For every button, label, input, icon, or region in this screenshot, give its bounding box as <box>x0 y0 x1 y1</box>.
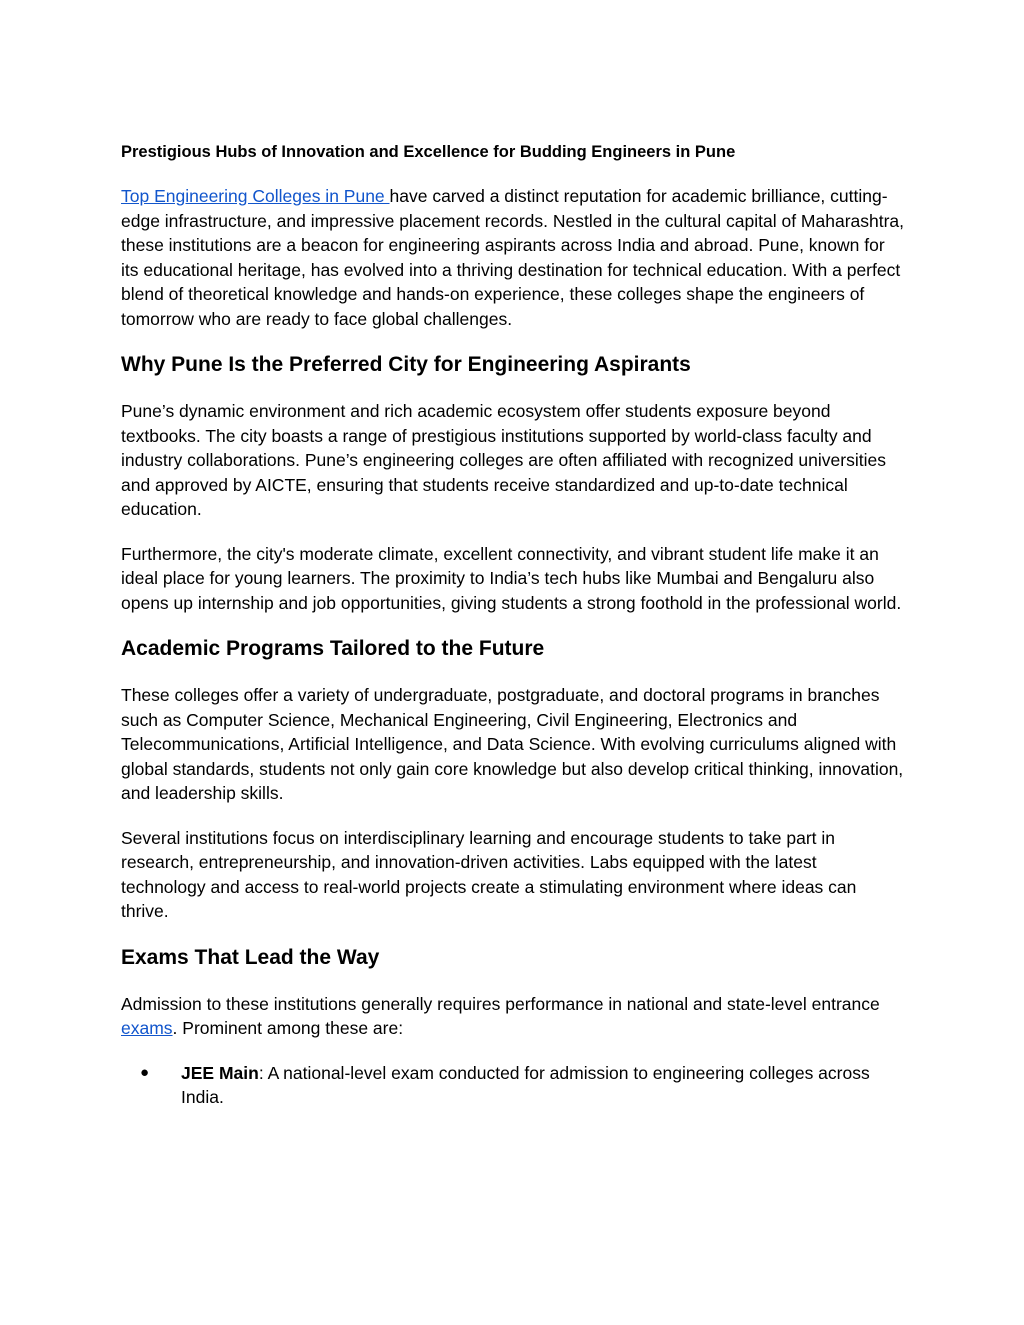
section-heading-exams: Exams That Lead the Way <box>121 945 380 969</box>
top-colleges-link[interactable]: Top Engineering Colleges in Pune <box>121 186 390 206</box>
section-heading-academic-programs: Academic Programs Tailored to the Future <box>121 637 545 660</box>
academic-programs-paragraph-2: Several institutions focus on interdisciplinary learning and encourage students to take part in research, entrepreneurship, and innovation-driven activities. Labs equipped with the latest technology and access to real-world projects create a stimulating environment where ideas can thrive. <box>121 827 857 921</box>
academic-programs-paragraph-1: These colleges offer a variety of undergraduate, postgraduate, and doctoral programs in branches such as Computer Science, Mechanical Engineering, Civil Engineering, Electronics and Telecommunications, Artificial Intelligence, and Data Science. With evolving curriculums aligned with global standards, students not only gain core knowledge but also develop critical thinking, innovation, and leadership skills. <box>121 685 904 803</box>
why-pune-paragraph-1: Pune’s dynamic environment and rich academic ecosystem offer students exposure beyond textbooks. The city boasts a range of prestigious institutions supported by world-class faculty and industry collaborations. Pune’s engineering colleges are often affiliated with recognized universities and approved by AICTE, ensuring that students receive standardized and up-to-date technical education. <box>121 401 886 519</box>
why-pune-paragraph-2: Furthermore, the city's moderate climate, excellent connectivity, and vibrant student life make it an ideal place for young learners. The proximity to India’s tech hubs like Mumbai and Bengaluru also opens up internship and job opportunities, giving students a strong foothold in the professional world. <box>121 543 902 613</box>
page-title: Prestigious Hubs of Innovation and Excellence for Budding Engineers in Pune <box>121 143 736 161</box>
exams-paragraph <box>121 992 906 1041</box>
intro-paragraph <box>121 184 906 331</box>
list-item <box>121 1061 906 1110</box>
document-page <box>121 140 906 1110</box>
list-item-term: JEE Main <box>181 1062 259 1083</box>
section-heading-why-pune: Why Pune Is the Preferred City for Engineering Aspirants <box>121 353 691 376</box>
bullet-icon: ● <box>140 1063 150 1081</box>
exams-text-before: Admission to these institutions generally requires performance in national and state-level entrance <box>121 993 880 1014</box>
list-item-text: : A national-level exam conducted for admission to engineering colleges across India. <box>181 1062 870 1107</box>
exams-list <box>121 1061 906 1110</box>
exams-link[interactable]: exams <box>121 1018 173 1038</box>
exams-text-after: . Prominent among these are: <box>172 1018 404 1038</box>
intro-text: have carved a distinct reputation for academic brilliance, cutting-edge infrastructure, and impressive placement records. Nestled in the cultural capital of Maharashtra, these institutions are a beacon for engineering aspirants across India and abroad. Pune, known for its educational heritage, has evolved into a thriving destination for technical education. With a perfect blend of theoretical knowledge and hands-on experience, these colleges shape the engineers of tomorrow who are ready to face global challenges. <box>121 186 905 329</box>
